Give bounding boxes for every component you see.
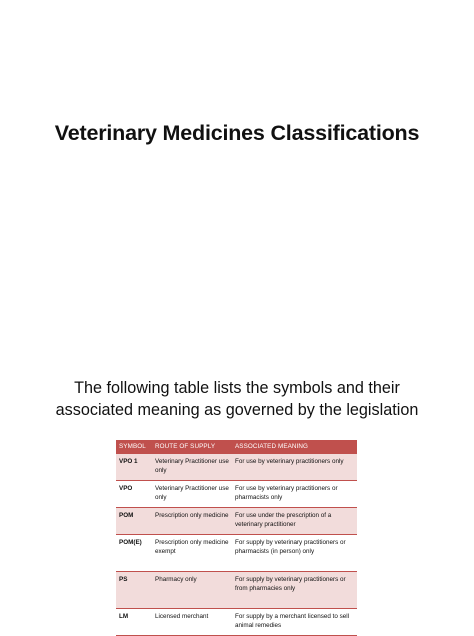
symbol-cell: POM(E) [116, 534, 152, 571]
subtitle-line-1: The following table lists the symbols and their [74, 379, 400, 397]
route-cell: Pharmacy only [152, 571, 232, 608]
meaning-cell: For use by veterinary practitioners only [232, 454, 357, 481]
meaning-cell: For supply by a merchant licensed to sell animal remedies [232, 608, 357, 635]
route-cell: Licensed merchant [152, 608, 232, 635]
route-cell: Prescription only medicine [152, 507, 232, 534]
table-row [116, 454, 357, 481]
symbol-cell: PS [116, 571, 152, 608]
slide-title: Veterinary Medicines Classifications [54, 121, 420, 145]
table-row [116, 571, 357, 608]
header-route-of-supply: ROUTE OF SUPPLY [152, 440, 232, 454]
table-header-row [116, 440, 357, 454]
meaning-cell: For supply by veterinary practitioners or pharmacists (in person) only [232, 534, 357, 571]
symbol-cell: LM [116, 608, 152, 635]
header-symbol: SYMBOL [116, 440, 152, 454]
symbol-cell: POM [116, 507, 152, 534]
table-row [116, 507, 357, 534]
meaning-cell: For use by veterinary practitioners or pharmacists only [232, 480, 357, 507]
route-cell: Veterinary Practitioner use only [152, 454, 232, 481]
header-associated-meaning: ASSOCIATED MEANING [232, 440, 357, 454]
classification-table [116, 440, 357, 636]
route-cell: Veterinary Practitioner use only [152, 480, 232, 507]
meaning-cell: For use under the prescription of a veterinary practitioner [232, 507, 357, 534]
route-cell: Prescription only medicine exempt [152, 534, 232, 571]
subtitle-line-2: associated meaning as governed by the legislation [55, 401, 419, 419]
slide-subtitle [0, 377, 474, 421]
meaning-cell: For supply by veterinary practitioners or from pharmacies only [232, 571, 357, 608]
symbol-cell: VPO 1 [116, 454, 152, 481]
symbol-cell: VPO [116, 480, 152, 507]
table-row [116, 534, 357, 571]
table-row [116, 608, 357, 635]
table-row [116, 480, 357, 507]
